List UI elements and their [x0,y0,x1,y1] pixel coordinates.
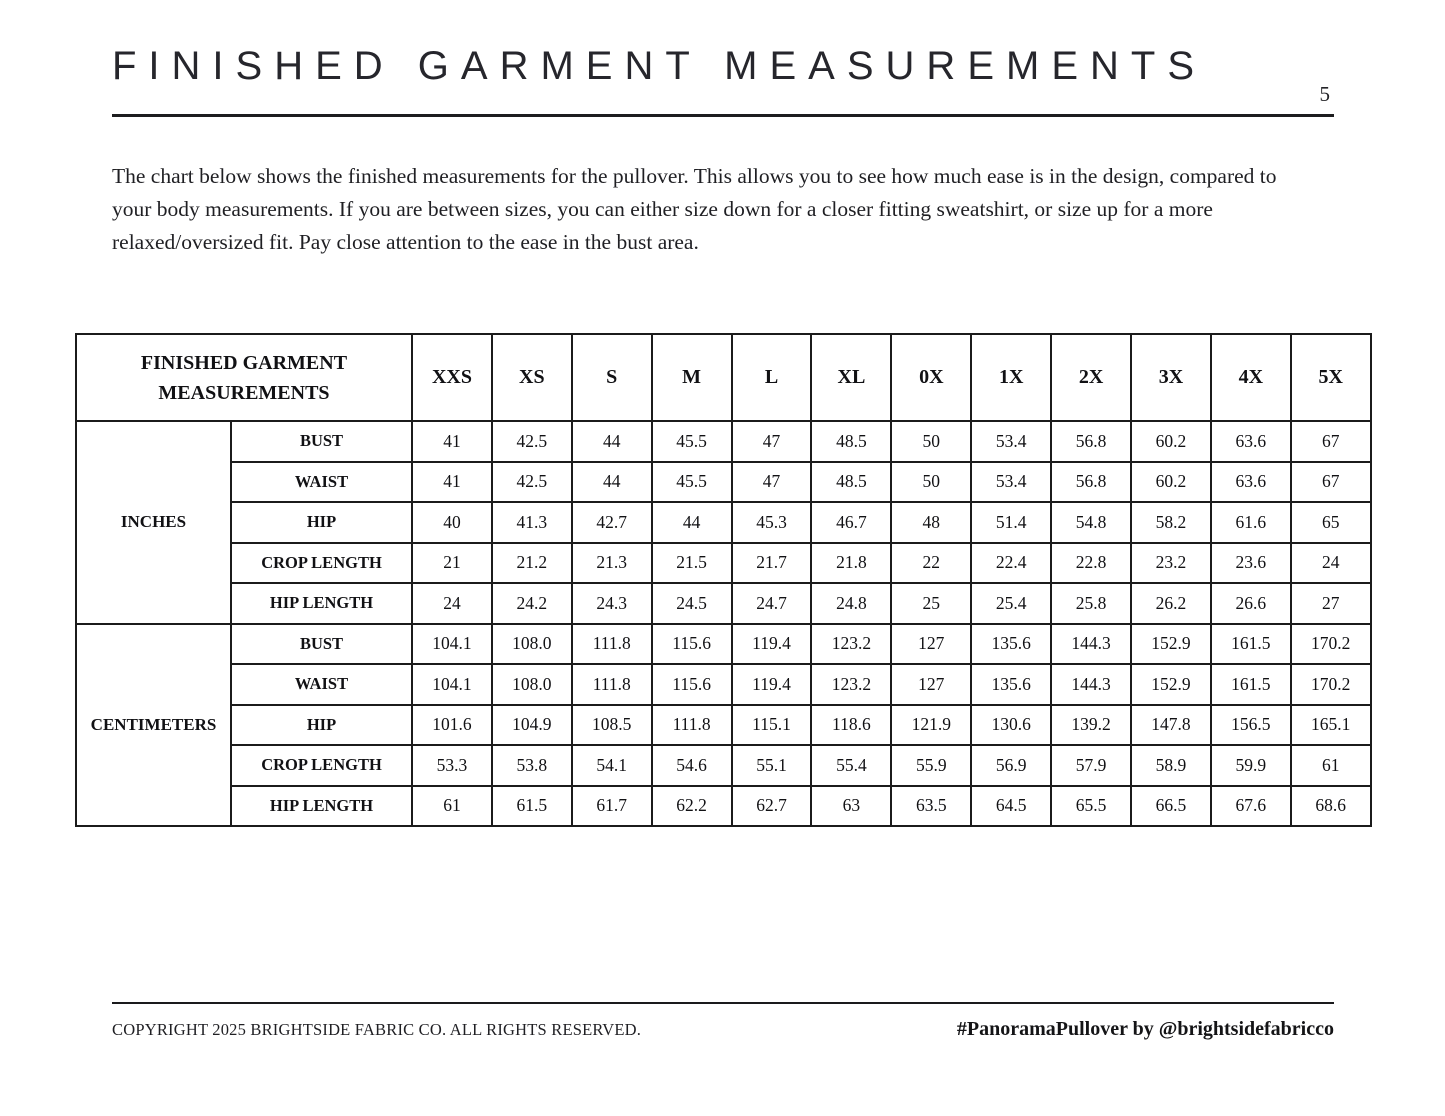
measurement-value: 104.9 [492,705,572,746]
size-column-header: L [732,334,812,421]
measurement-value: 68.6 [1291,786,1371,827]
measurement-value: 115.6 [652,664,732,705]
measurement-value: 54.1 [572,745,652,786]
measurement-value: 22.8 [1051,543,1131,584]
size-header-row [76,334,1371,421]
measurement-value: 24.3 [572,583,652,624]
header-rule [112,114,1334,117]
measurement-value: 23.6 [1211,543,1291,584]
measurement-value: 123.2 [811,624,891,665]
measurement-value: 44 [572,462,652,503]
measurement-value: 111.8 [572,624,652,665]
measurement-value: 44 [572,421,652,462]
measurement-value: 24.5 [652,583,732,624]
measurement-label: WAIST [231,462,412,503]
measurement-value: 58.2 [1131,502,1211,543]
measurement-value: 63 [811,786,891,827]
measurement-value: 67.6 [1211,786,1291,827]
measurement-value: 115.6 [652,624,732,665]
measurement-value: 63.5 [891,786,971,827]
footer-rule [112,1002,1334,1004]
measurement-value: 119.4 [732,624,812,665]
measurement-value: 45.5 [652,462,732,503]
measurement-value: 108.0 [492,664,572,705]
measurement-value: 26.2 [1131,583,1211,624]
measurement-value: 118.6 [811,705,891,746]
measurement-value: 61.7 [572,786,652,827]
measurement-value: 111.8 [652,705,732,746]
measurement-value: 48 [891,502,971,543]
table-row [76,502,1371,543]
measurement-value: 53.8 [492,745,572,786]
measurement-value: 22 [891,543,971,584]
page-number: 5 [1319,82,1330,106]
measurement-value: 27 [1291,583,1371,624]
measurement-value: 170.2 [1291,624,1371,665]
measurement-label: BUST [231,421,412,462]
measurement-value: 50 [891,421,971,462]
measurement-value: 21.2 [492,543,572,584]
size-column-header: XL [811,334,891,421]
measurement-value: 104.1 [412,624,492,665]
measurement-value: 25.8 [1051,583,1131,624]
measurement-label: CROP LENGTH [231,745,412,786]
measurement-value: 115.1 [732,705,812,746]
measurement-value: 139.2 [1051,705,1131,746]
measurement-value: 144.3 [1051,664,1131,705]
measurement-value: 61.6 [1211,502,1291,543]
measurement-value: 55.4 [811,745,891,786]
measurement-value: 63.6 [1211,421,1291,462]
measurement-value: 21.5 [652,543,732,584]
size-column-header: 4X [1211,334,1291,421]
size-column-header: 5X [1291,334,1371,421]
measurement-value: 135.6 [971,664,1051,705]
measurement-value: 144.3 [1051,624,1131,665]
measurement-value: 55.1 [732,745,812,786]
measurement-value: 54.8 [1051,502,1131,543]
measurement-label: WAIST [231,664,412,705]
measurement-value: 62.2 [652,786,732,827]
measurement-label: BUST [231,624,412,665]
measurement-value: 24 [412,583,492,624]
copyright-text: COPYRIGHT 2025 BRIGHTSIDE FABRIC CO. ALL RIGHTS RESERVED. [112,1020,642,1039]
measurement-value: 119.4 [732,664,812,705]
measurement-value: 56.8 [1051,421,1131,462]
measurement-value: 108.0 [492,624,572,665]
size-column-header: 1X [971,334,1051,421]
measurement-value: 67 [1291,421,1371,462]
measurement-value: 135.6 [971,624,1051,665]
measurement-value: 161.5 [1211,624,1291,665]
measurement-value: 121.9 [891,705,971,746]
measurement-label: HIP LENGTH [231,786,412,827]
measurement-value: 48.5 [811,421,891,462]
measurement-value: 41 [412,462,492,503]
table-row [76,624,1371,665]
table-row [76,421,1371,462]
footer [112,1018,1334,1041]
measurement-label: HIP [231,502,412,543]
measurement-value: 66.5 [1131,786,1211,827]
measurement-value: 130.6 [971,705,1051,746]
measurement-value: 22.4 [971,543,1051,584]
measurement-value: 45.5 [652,421,732,462]
measurement-value: 21 [412,543,492,584]
measurement-value: 170.2 [1291,664,1371,705]
measurement-value: 65.5 [1051,786,1131,827]
measurement-value: 41 [412,421,492,462]
size-column-header: S [572,334,652,421]
measurement-value: 104.1 [412,664,492,705]
measurement-value: 21.7 [732,543,812,584]
size-column-header: 2X [1051,334,1131,421]
measurement-value: 108.5 [572,705,652,746]
table-row [76,543,1371,584]
measurement-value: 57.9 [1051,745,1131,786]
measurement-value: 60.2 [1131,462,1211,503]
size-column-header: XS [492,334,572,421]
size-column-header: M [652,334,732,421]
measurement-value: 101.6 [412,705,492,746]
measurement-value: 67 [1291,462,1371,503]
measurement-value: 147.8 [1131,705,1211,746]
table-row [76,745,1371,786]
measurement-value: 127 [891,664,971,705]
measurement-value: 58.9 [1131,745,1211,786]
size-column-header: 0X [891,334,971,421]
measurement-value: 47 [732,421,812,462]
measurement-value: 24.2 [492,583,572,624]
measurement-value: 64.5 [971,786,1051,827]
measurement-value: 24 [1291,543,1371,584]
measurement-value: 46.7 [811,502,891,543]
measurement-value: 156.5 [1211,705,1291,746]
table-row [76,583,1371,624]
measurement-value: 127 [891,624,971,665]
table-row [76,705,1371,746]
measurement-value: 24.7 [732,583,812,624]
measurement-value: 54.6 [652,745,732,786]
measurement-value: 21.8 [811,543,891,584]
measurement-value: 42.7 [572,502,652,543]
measurement-value: 25.4 [971,583,1051,624]
measurement-value: 56.9 [971,745,1051,786]
measurement-value: 65 [1291,502,1371,543]
measurement-value: 152.9 [1131,624,1211,665]
measurement-label: HIP LENGTH [231,583,412,624]
measurement-value: 42.5 [492,462,572,503]
measurement-value: 26.6 [1211,583,1291,624]
measurement-value: 51.4 [971,502,1051,543]
measurement-value: 40 [412,502,492,543]
measurement-value: 165.1 [1291,705,1371,746]
measurement-value: 61 [412,786,492,827]
table-corner-header: FINISHED GARMENT MEASUREMENTS [76,334,412,421]
measurement-value: 42.5 [492,421,572,462]
measurement-label: CROP LENGTH [231,543,412,584]
measurement-value: 55.9 [891,745,971,786]
measurement-value: 24.8 [811,583,891,624]
measurement-value: 48.5 [811,462,891,503]
measurement-value: 161.5 [1211,664,1291,705]
measurement-value: 45.3 [732,502,812,543]
intro-paragraph: The chart below shows the finished measurements for the pullover. This allows you to see how much ease is in the design, compared to your body measurements. If you are between sizes, you can either size down for a closer fitting sweatshirt, or size up for a more relaxed/oversized fit. Pay close attention to the ease in the bust area. [112,164,1277,254]
measurement-value: 41.3 [492,502,572,543]
measurement-value: 59.9 [1211,745,1291,786]
unit-label: CENTIMETERS [76,624,231,827]
measurement-value: 53.3 [412,745,492,786]
measurement-value: 152.9 [1131,664,1211,705]
size-column-header: XXS [412,334,492,421]
measurement-value: 47 [732,462,812,503]
table-row [76,664,1371,705]
measurement-value: 23.2 [1131,543,1211,584]
table-row [76,462,1371,503]
measurement-value: 111.8 [572,664,652,705]
measurement-value: 63.6 [1211,462,1291,503]
measurement-value: 25 [891,583,971,624]
size-column-header: 3X [1131,334,1211,421]
measurement-value: 60.2 [1131,421,1211,462]
measurement-value: 62.7 [732,786,812,827]
measurement-value: 61.5 [492,786,572,827]
measurements-table [75,333,1372,827]
table-row [76,786,1371,827]
hashtag-text: #PanoramaPullover by @brightsidefabricco [956,1018,1334,1040]
page-title: FINISHED GARMENT MEASUREMENTS [112,44,1206,88]
measurement-value: 50 [891,462,971,503]
measurement-value: 61 [1291,745,1371,786]
measurement-value: 56.8 [1051,462,1131,503]
measurement-value: 123.2 [811,664,891,705]
unit-label: INCHES [76,421,231,624]
measurement-label: HIP [231,705,412,746]
measurement-value: 53.4 [971,462,1051,503]
measurement-value: 53.4 [971,421,1051,462]
measurement-value: 21.3 [572,543,652,584]
measurement-value: 44 [652,502,732,543]
